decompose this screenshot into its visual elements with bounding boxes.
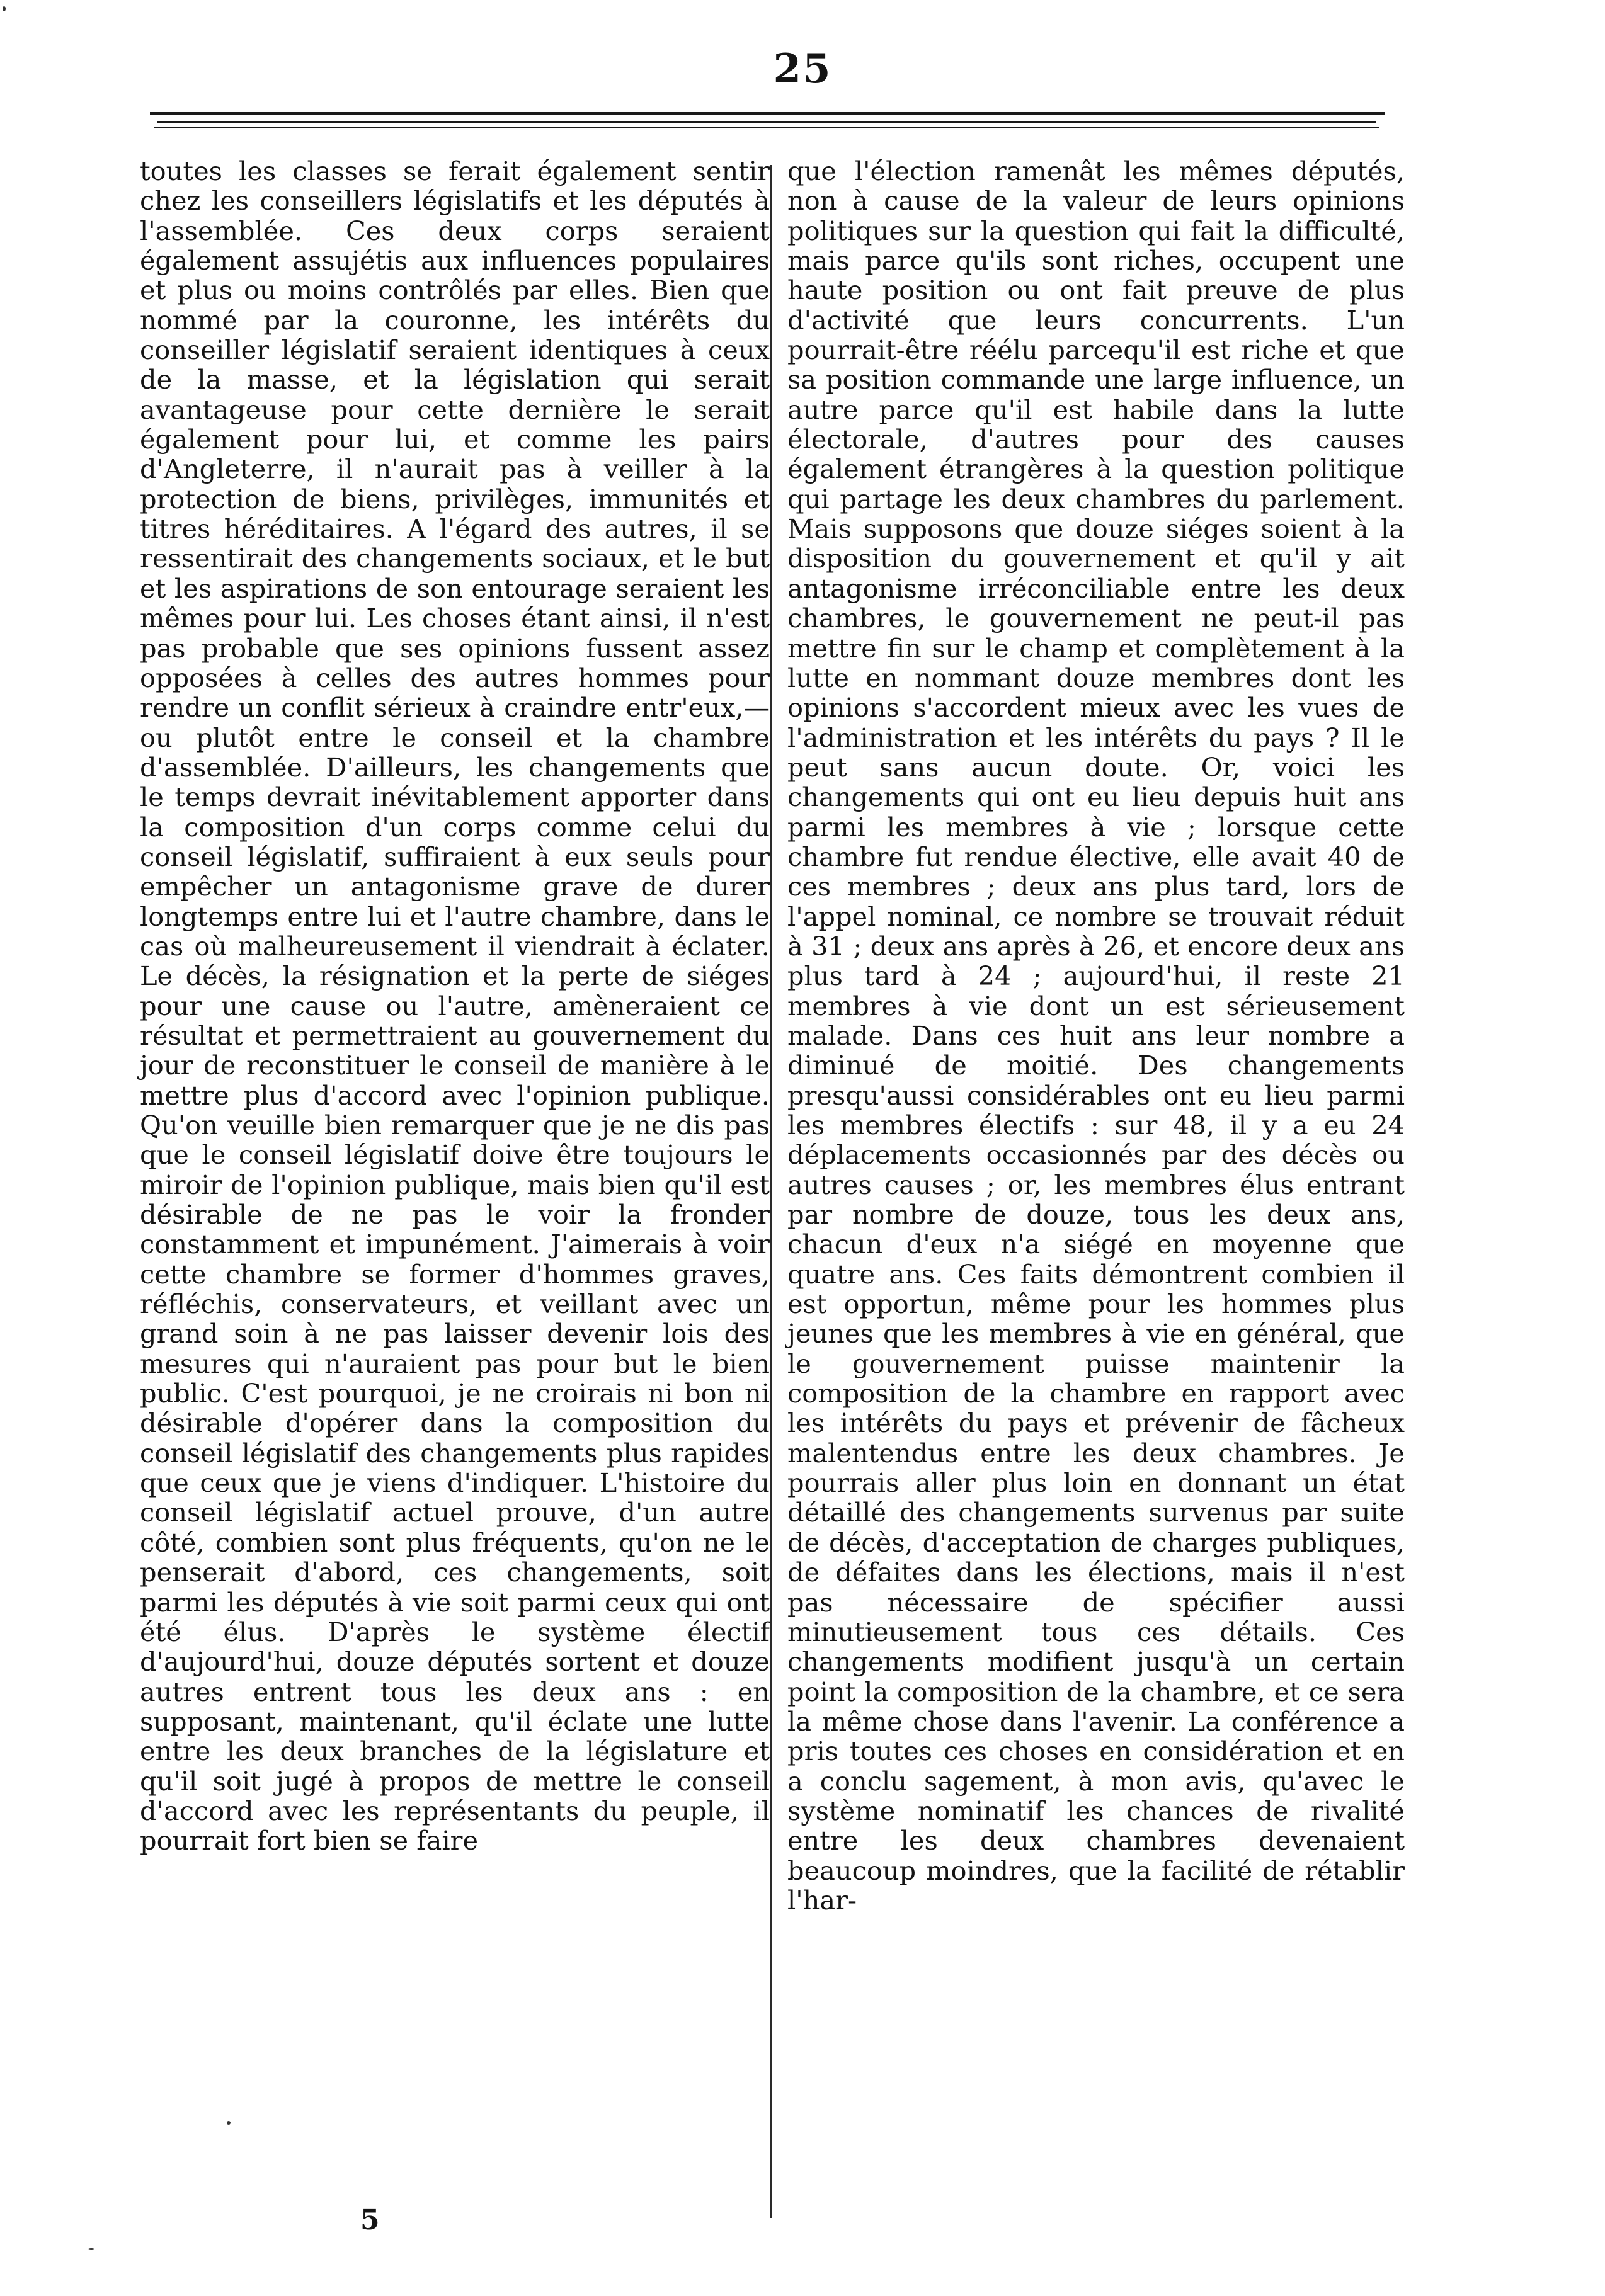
header-rule xyxy=(157,121,1376,123)
header-rule xyxy=(150,112,1385,115)
signature-mark: 5 xyxy=(360,2204,380,2236)
column-divider xyxy=(770,165,772,2218)
scan-speck xyxy=(88,2248,94,2250)
left-column-text: toutes les classes se ferait également sentir chez les conseillers législatifs et les députés à l'assemblée. Ces deux corps seraient également assujétis aux influences populaires et plus ou moins contrôlés par elles. Bien que nommé par la couronne, les intérêts du conseiller législatif seraient identiques à ceux de la masse, et la législation qui serait avantageuse pour cette dernière le serait également pour lui, et comme les pairs d'Angleterre, il n'aurait pas à veiller à la protection de biens, privilèges, immunités et titres héréditaires. A l'égard des autres, il se ressentirait des changements sociaux, et le but et les aspirations de son entourage seraient les mêmes pour lui. Les choses étant ainsi, il n'est pas probable que ses opinions fussent assez opposées à celles des autres hommes pour rendre un conflit sérieux à craindre entr'eux,—ou plutôt entre le conseil et la chambre d'assemblée. D'ailleurs, les changements que le temps devrait inévitablement apporter dans la composition d'un corps comme celui du conseil législatif, suffiraient à eux seuls pour empêcher un antagonisme grave de durer longtemps entre lui et l'autre chambre, dans le cas où malheureusement il viendrait à éclater. Le décès, la résignation et la perte de siéges pour une cause ou l'autre, amèneraient ce résultat et permettraient au gouvernement du jour de reconstituer le conseil de manière à le mettre plus d'accord avec l'opinion publique. Qu'on veuille bien remarquer que je ne dis pas que le conseil législatif doive être toujours le miroir de l'opinion publique, mais bien qu'il est désirable de ne pas le voir la fronder constamment et impunément. J'aimerais à voir cette chambre se former d'hommes graves, réfléchis, conservateurs, et veillant avec un grand soin à ne pas laisser devenir lois des mesures qui n'auraient pas pour but le bien public. C'est pourquoi, je ne croirais ni bon ni désirable d'opérer dans la composition du conseil législatif des changements plus rapides que ceux que je viens d'indiquer. L'histoire du conseil législatif actuel prouve, d'un autre côté, combien sont plus fréquents, qu'on ne le penserait d'abord, ces changements, soit parmi les députés à vie soit parmi ceux qui ont été élus. D'après le système électif d'aujourd'hui, douze députés sortent et douze autres entrent tous les deux ans : en supposant, maintenant, qu'il éclate une lutte entre les deux branches de la législature et qu'il soit jugé à propos de mettre le conseil d'accord avec les représentants du peuple, il pourrait fort bien se faire xyxy=(140,156,770,1856)
page-number: 25 xyxy=(773,45,832,93)
right-column xyxy=(787,156,1405,1915)
header-rule xyxy=(154,127,1379,128)
scan-speck xyxy=(3,6,6,11)
left-column xyxy=(140,156,770,1856)
scan-speck xyxy=(227,2121,231,2125)
right-column-text: que l'élection ramenât les mêmes députés, non à cause de la valeur de leurs opinions politiques sur la question qui fait la difficulté, mais parce qu'ils sont riches, occupent une haute position ou ont fait preuve de plus d'activité que leurs concurrents. L'un pourrait-être réélu parcequ'il est riche et que sa position commande une large influence, un autre parce qu'il est habile dans la lutte électorale, d'autres pour des causes également étrangères à la question politique qui partage les deux chambres du parlement. Mais supposons que douze siéges soient à la disposition du gouvernement et qu'il y ait antagonisme irréconciliable entre les deux chambres, le gouvernement ne peut-il pas mettre fin sur le champ et complètement à la lutte en nommant douze membres dont les opinions s'accordent mieux avec les vues de l'administration et les intérêts du pays ? Il le peut sans aucun doute. Or, voici les changements qui ont eu lieu depuis huit ans parmi les membres à vie ; lorsque cette chambre fut rendue élective, elle avait 40 de ces membres ; deux ans plus tard, lors de l'appel nominal, ce nombre se trouvait réduit à 31 ; deux ans après à 26, et encore deux ans plus tard à 24 ; aujourd'hui, il reste 21 membres à vie dont un est sérieusement malade. Dans ces huit ans leur nombre a diminué de moitié. Des changements presqu'aussi considérables ont eu lieu parmi les membres électifs : sur 48, il y a eu 24 déplacements occasionnés par des décès ou autres causes ; or, les membres élus entrant par nombre de douze, tous les deux ans, chacun d'eux n'a siégé en moyenne que quatre ans. Ces faits démontrent combien il est opportun, même pour les hommes plus jeunes que les membres à vie en général, que le gouvernement puisse maintenir la composition de la chambre en rapport avec les intérêts du pays et prévenir de fâcheux malentendus entre les deux chambres. Je pourrais aller plus loin en donnant un état détaillé des changements survenus par suite de décès, d'acceptation de charges publiques, de défaites dans les élections, mais il n'est pas nécessaire de spécifier aussi minutieusement tous ces détails. Ces changements modifient jusqu'à un certain point la composition de la chambre, et ce sera la même chose dans l'avenir. La conférence a pris toutes ces choses en considération et en a conclu sagement, à mon avis, qu'avec le système nominatif les chances de rivalité entre les deux chambres devenaient beaucoup moindres, que la facilité de rétablir l'har- xyxy=(787,156,1405,1916)
